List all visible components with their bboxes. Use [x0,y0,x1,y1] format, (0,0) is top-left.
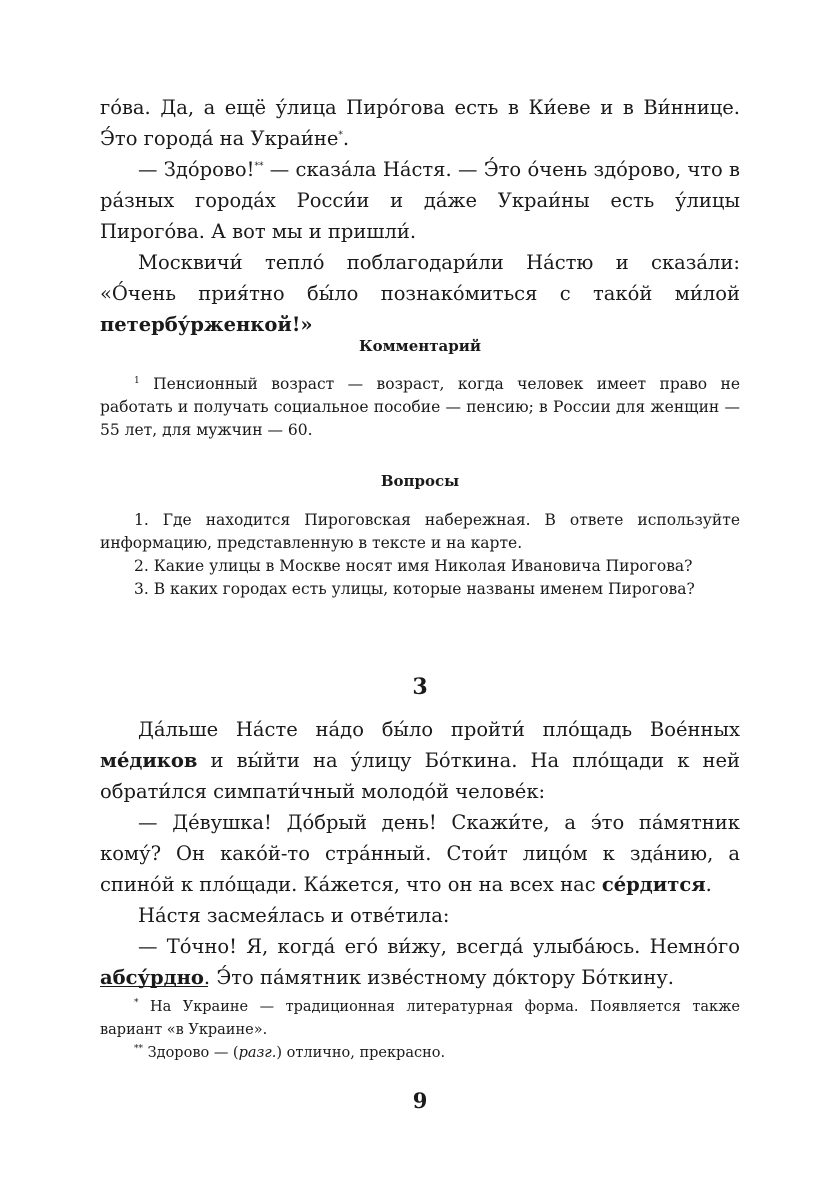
footnote-mark: 1 [134,375,140,386]
comment-text [100,373,740,442]
footnotes [100,996,740,1065]
footnote-divider [100,986,208,987]
paragraph-text: Москвичи́ тепло́ поблагодари́ли На́стю и сказа́ли: «О́чень прия́тно бы́ло познако́миться с тако́й ми́лой [100,251,740,305]
bold-term: ме́диков [100,749,198,772]
paragraph-text: — сказа́ла На́стя. — Э́то о́чень здо́рово, что в ра́зных города́х Росси́и и да́же Украи́ны есть у́лицы Пирого́ва. А вот мы и пришли́. [100,158,741,243]
paragraph [100,92,740,154]
footnote [100,996,740,1042]
paragraph [100,931,740,993]
top-text [100,92,740,340]
paragraph-text: и вы́йти на у́лицу Бо́ткина. На пло́щади к ней обрати́лся симпати́чный молодо́й челове́к: [100,749,740,803]
comment-heading: Комментарий [359,337,481,355]
footnote-italic: разг. [238,1045,277,1061]
footnote-mark: * [338,130,343,141]
section-number: 3 [412,674,428,700]
footnote-text: На Украине — традиционная литературная форма. Появляется также вариант «в Украине». [100,999,740,1038]
paragraph-text: — Здо́рово! [138,158,255,181]
bold-term: абсу́рдно [100,966,204,989]
paragraph-text: — То́чно! Я, когда́ его́ ви́жу, всегда́ улыба́юсь. Немно́го [138,935,740,958]
footnote-mark: * [134,998,139,1009]
paragraph [100,247,740,340]
paragraph [100,807,740,900]
questions-heading: Вопросы [380,472,460,490]
question-item: 2. Какие улицы в Москве носят имя Николая Ивановича Пирогова? [134,557,693,575]
paragraph [100,154,740,247]
comment-body: Пенсионный возраст — возраст, когда человек имеет право не работать и получать социальное пособие — пенсию; в России для женщин — 55 лет, для мужчин — 60. [100,375,740,439]
questions-list [100,509,740,601]
footnote-text: ) отлично, прекрасно. [276,1045,446,1061]
paragraph [100,714,740,807]
bold-term: се́рдится [601,873,706,896]
page-number: 9 [412,1088,428,1113]
footnote-mark: ** [134,1044,143,1055]
book-page [100,0,740,1182]
question-item: 1. Где находится Пироговская набережная. В ответе используйте информацию, представленную в тексте и на карте. [100,511,740,552]
comment-block [100,373,740,442]
footnote [100,1042,740,1065]
paragraph-text: . [705,873,712,896]
paragraph: На́стя засмея́лась и отве́тила: [138,904,450,927]
bold-term: петербу́рженкой!» [100,313,313,336]
paragraph-text: . [342,127,350,150]
question-item: 3. В каких городах есть улицы, которые названы именем Пирогова? [134,580,695,598]
paragraph-text: — Де́вушка! До́брый день! Скажи́те, а э́то па́мятник кому́? Он како́й-то стра́нный. Стои́т лицо́м к зда́нию, а спино́й к пло́щади. Ка́жется, что он на всех нас [100,811,740,896]
section-text [100,714,740,993]
footnote-mark: ** [254,161,264,172]
paragraph-text: Да́льше На́сте на́до бы́ло пройти́ пло́щадь Вое́нных [138,718,740,741]
paragraph-text: . Э́то па́мятник изве́стному до́ктору Бо́ткину. [203,966,674,989]
paragraph-text: го́ва. Да, а ещё у́лица Пиро́гова есть в Ки́еве и в Ви́ннице. Э́то города́ на Украи́не [100,96,740,150]
footnote-text: Здорово — ( [143,1045,239,1061]
